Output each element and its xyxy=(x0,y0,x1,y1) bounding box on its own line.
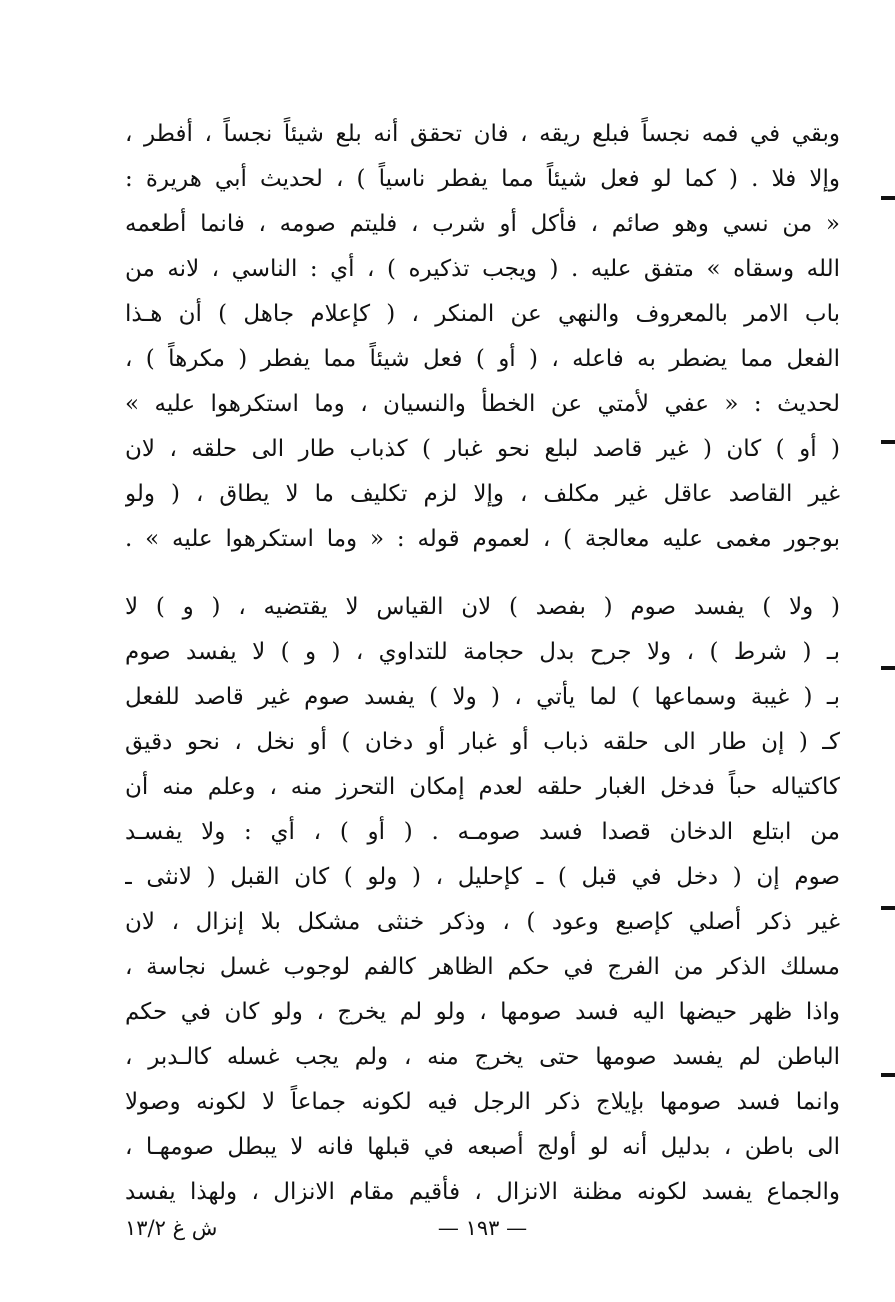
text-line: واذا ظهر حيضها اليه فسد صومها ، ولو لم يخرج ، ولو كان في حكم xyxy=(125,999,840,1025)
text-line: بـ ( غيبة وسماعها ) لما يأتي ، ( ولا ) يفسد صوم غير قاصد للفعل xyxy=(125,684,840,710)
text-line: الباطن لم يفسد صومها حتى يخرج منه ، ولم يجب غسله كالـدبر ، xyxy=(125,1044,840,1070)
text-line: بوجور مغمى عليه معالجة ) ، لعموم قوله : « وما استكرهوا عليه » . xyxy=(125,526,840,552)
text-line: غير القاصد عاقل غير مكلف ، وإلا لزم تكليف ما لا يطاق ، ( ولو xyxy=(125,481,840,507)
text-line: الى باطن ، بدليل أنه لو أولج أصبعه في قبلها فانه لا يبطل صومهـا ، xyxy=(125,1134,840,1160)
text-line: وانما فسد صومها بإيلاج ذكر الرجل فيه لكونه جماعاً لا لكونه وصولا xyxy=(125,1089,840,1115)
text-line: وبقي في فمه نجساً فبلع ريقه ، فان تحقق أنه بلع شيئاً نجساً ، أفطر ، xyxy=(125,121,840,147)
text-line: مسلك الذكر من الفرج في حكم الظاهر كالفم لوجوب غسل نجاسة ، xyxy=(125,954,840,980)
text-line: وإلا فلا . ( كما لو فعل شيئاً مما يفطر ناسياً ) ، لحديث أبي هريرة : xyxy=(125,166,840,192)
text-line: ( ولا ) يفسد صوم ( بفصد ) لان القياس لا يقتضيه ، ( و ) لا xyxy=(125,594,840,620)
text-line: كـ ( إن طار الى حلقه ذباب أو غبار أو دخان ) أو نخل ، نحو دقيق xyxy=(125,729,840,755)
text-line: ( أو ) كان ( غير قاصد لبلع نحو غبار ) كذباب طار الى حلقه ، لان xyxy=(125,436,840,462)
page-footer xyxy=(125,1208,840,1248)
margin-tick-mark xyxy=(881,440,895,444)
paragraph-2 xyxy=(125,585,840,1215)
text-line: الله وسقاه » متفق عليه . ( ويجب تذكيره ) ، أي : الناسي ، لانه من xyxy=(125,256,840,282)
page-number: — ١٩٣ — xyxy=(437,1216,528,1240)
text-line: من ابتلع الدخان قصدا فسد صومـه . ( أو ) ، أي : ولا يفسـد xyxy=(125,819,840,845)
text-line: لحديث : « عفي لأمتي عن الخطأ والنسيان ، وما استكرهوا عليه » xyxy=(125,391,840,417)
text-line: صوم إن ( دخل في قبل ) ـ كإحليل ، ( ولو ) كان القبل ( لانثى ـ xyxy=(125,864,840,890)
text-line: باب الامر بالمعروف والنهي عن المنكر ، ( كإعلام جاهل ) أن هـذا xyxy=(125,301,840,327)
printer-signature: ش غ ١٣/٢ xyxy=(125,1216,218,1240)
text-line: كاكتياله حباً فدخل الغبار حلقه لعدم إمكان التحرز منه ، وعلم منه أن xyxy=(125,774,840,800)
margin-tick-mark xyxy=(881,1073,895,1077)
margin-tick-mark xyxy=(881,666,895,670)
text-line: الفعل مما يضطر به فاعله ، ( أو ) فعل شيئاً مما يفطر ( مكرهاً ) ، xyxy=(125,346,840,372)
margin-tick-mark xyxy=(881,906,895,910)
text-line: بـ ( شرط ) ، ولا جرح بدل حجامة للتداوي ، ( و ) لا يفسد صوم xyxy=(125,639,840,665)
text-line: « من نسي وهو صائم ، فأكل أو شرب ، فليتم صومه ، فانما أطعمه xyxy=(125,211,840,237)
paragraph-1 xyxy=(125,112,840,562)
text-line: والجماع يفسد لكونه مظنة الانزال ، فأقيم مقام الانزال ، ولهذا يفسد xyxy=(125,1179,840,1205)
text-line: غير ذكر أصلي كإصبع وعود ) ، وذكر خنثى مشكل بلا إنزال ، لان xyxy=(125,909,840,935)
margin-tick-mark xyxy=(881,196,895,200)
